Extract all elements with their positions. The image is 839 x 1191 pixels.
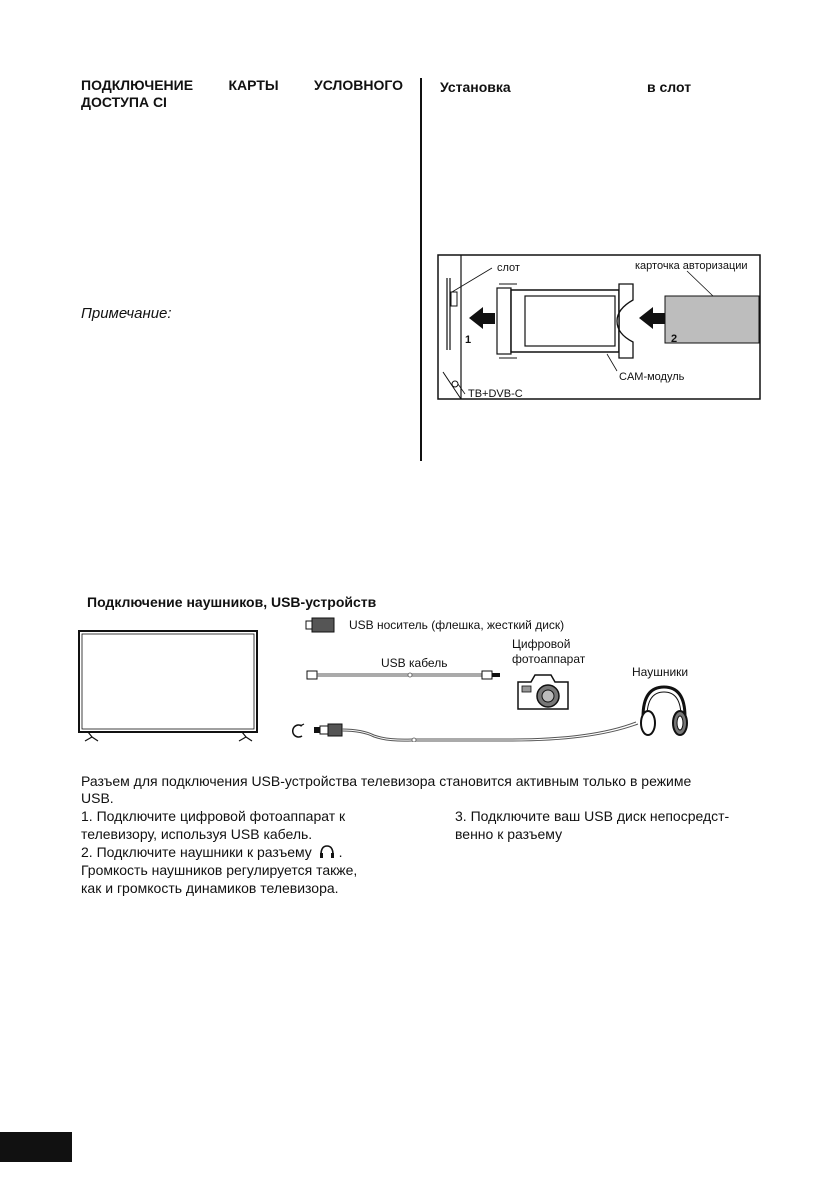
step1-line2: телевизору, используя USB кабель. xyxy=(81,826,313,842)
card-label: карточка авторизации xyxy=(635,260,748,272)
camera-label-line2: фотоаппарат xyxy=(512,652,586,666)
note-label: Примечание: xyxy=(81,305,172,322)
step1-line1: 1. Подключите цифровой фотоаппарат к xyxy=(81,808,346,824)
install-title-right: в слот xyxy=(647,79,692,95)
step3-line1: 3. Подключите ваш USB диск непосредст- xyxy=(455,808,730,824)
arrow-2-icon xyxy=(639,307,665,329)
intro-line1: Разъем для подключения USB-устройства телевизора становится активным только в режиме xyxy=(81,773,692,789)
auth-card-icon xyxy=(665,296,759,343)
headphone-cable-icon xyxy=(292,716,648,742)
intro-line2: USB. xyxy=(81,790,114,806)
step2-line2: Громкость наушников регулируется также, xyxy=(81,862,358,878)
tv-label: ТВ+DVB-C xyxy=(468,388,523,400)
cam-module-icon xyxy=(497,284,633,358)
arrow-1-label: 1 xyxy=(465,334,472,346)
cam-label: CAM-модуль xyxy=(619,371,685,383)
arrow-2-label: 2 xyxy=(671,333,678,345)
usb-stick-icon xyxy=(305,617,335,633)
step3-line2: венно к разъему xyxy=(455,826,563,842)
slot-label: слот xyxy=(497,262,520,274)
usb-cable-label: USB кабель xyxy=(381,656,448,670)
headphone-jack-icon xyxy=(319,844,335,859)
arrow-1-icon xyxy=(469,307,495,329)
column-divider xyxy=(420,78,422,461)
step2-suffix: . xyxy=(338,844,343,860)
step2-line1-text: 2. Подключите наушники к разъему xyxy=(81,844,312,860)
step2-line3: как и громкость динамиков телевизора. xyxy=(81,880,339,896)
ci-title-line1: ПОДКЛЮЧЕНИЕ КАРТЫ УСЛОВНОГО xyxy=(81,77,403,93)
camera-icon xyxy=(515,670,571,712)
step2-line1 xyxy=(81,844,342,860)
install-title-left: Установка xyxy=(440,79,511,95)
usb-cable-icon xyxy=(306,668,502,682)
page-tab xyxy=(0,1132,72,1162)
ci-title-line2: ДОСТУПА CI xyxy=(81,94,167,110)
camera-label-line1: Цифровой xyxy=(512,637,571,651)
connection-title: Подключение наушников, USB-устройств xyxy=(87,594,377,610)
tv-illustration xyxy=(76,628,262,746)
headphones-label: Наушники xyxy=(632,665,689,679)
cam-diagram xyxy=(437,254,761,400)
usb-storage-label: USB носитель (флешка, жесткий диск) xyxy=(349,618,565,632)
